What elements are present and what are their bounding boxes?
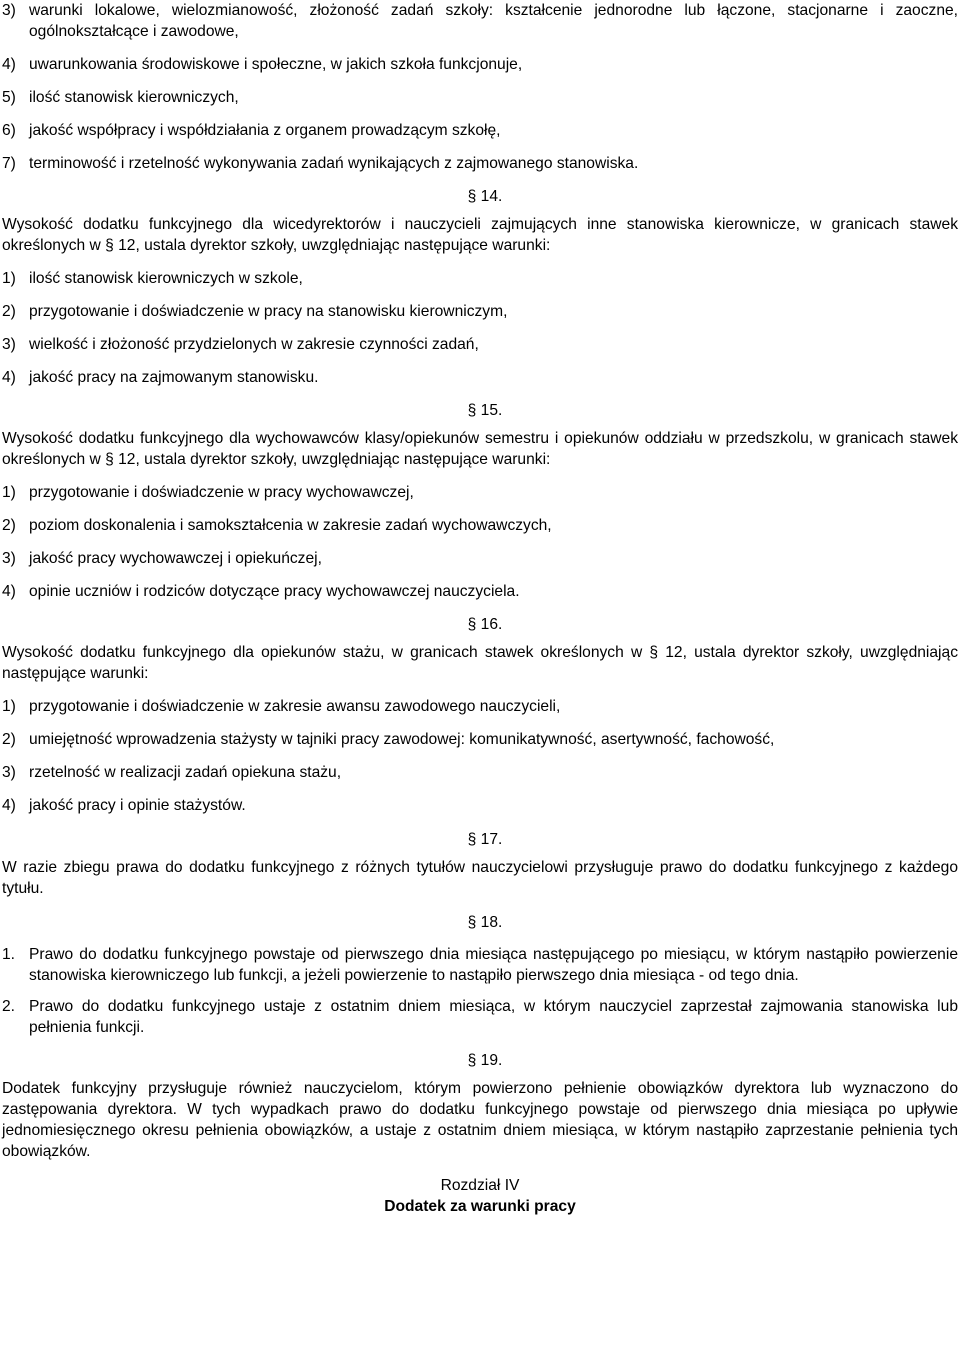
s13-list [2, 0, 958, 174]
list-item [2, 120, 958, 141]
list-item-number: 7) [2, 155, 16, 172]
s16-intro: Wysokość dodatku funkcyjnego dla opiekunów stażu, w granicach stawek określonych w § 12, ustala dyrektor szkoły, uwzględniając następujące warunki: [2, 644, 958, 682]
list-item-text: jakość pracy na zajmowanym stanowisku. [29, 369, 319, 386]
list-item-text: rzetelność w realizacji zadań opiekuna stażu, [29, 764, 342, 781]
section-heading-14: § 14. [467, 188, 503, 205]
list-item-number: 5) [2, 89, 16, 106]
list-item [2, 0, 958, 42]
list-item-number: 2) [2, 517, 16, 534]
list-item-number: 3) [2, 336, 16, 353]
list-item-text: jakość współpracy i współdziałania z organem prowadzącym szkołę, [29, 122, 501, 139]
s15-intro: Wysokość dodatku funkcyjnego dla wychowawców klasy/opiekunów semestru i opiekunów oddziału w przedszkolu, w granicach stawek określonych w § 12, ustala dyrektor szkoły, uwzględniając następujące warunki: [2, 430, 958, 468]
document-page [2, 0, 958, 1217]
list-item-number: 6) [2, 122, 16, 139]
list-item-text: Prawo do dodatku funkcyjnego powstaje od pierwszego dnia miesiąca następującego po miesiącu, w którym nastąpiło powierzenie stanowiska kierowniczego lub funkcji, a jeżeli powierzenie to nastąpiło pierwszego dnia miesiąca - od tego dnia. [29, 946, 958, 984]
list-item-text: jakość pracy wychowawczej i opiekuńczej, [29, 550, 322, 567]
list-item-number: 4) [2, 583, 16, 600]
list-item [2, 153, 958, 174]
list-item-text: wielkość i złożoność przydzielonych w zakresie czynności zadań, [29, 336, 479, 353]
chapter-number: Rozdział IV [440, 1177, 520, 1194]
list-item-text: przygotowanie i doświadczenie w pracy wychowawczej, [29, 484, 414, 501]
list-item-text: uwarunkowania środowiskowe i społeczne, w jakich szkoła funkcjonuje, [29, 56, 523, 73]
list-item-text: jakość pracy i opinie stażystów. [29, 797, 246, 814]
list-item [2, 795, 958, 816]
list-item [2, 515, 958, 536]
list-item-text: warunki lokalowe, wielozmianowość, złożoność zadań szkoły: kształcenie jednorodne lub łączone, stacjonarne i zaoczne, ogólnokształcące i zawodowe, [29, 2, 958, 40]
list-item [2, 696, 958, 717]
list-item-number: 3) [2, 550, 16, 567]
section-heading-19: § 19. [467, 1052, 503, 1069]
list-item [2, 482, 958, 503]
list-item-number: 3) [2, 764, 16, 781]
section-heading-15: § 15. [467, 402, 503, 419]
list-item-number: 2) [2, 731, 16, 748]
list-item-text: umiejętność wprowadzenia stażysty w tajniki pracy zawodowej: komunikatywność, asertywność, fachowość, [29, 731, 775, 748]
list-item-number: 4) [2, 56, 16, 73]
s19-text: Dodatek funkcyjny przysługuje również nauczycielom, którym powierzono pełnienie obowiązków dyrektora lub wyznaczono do zastępowania dyrektora. W tych wypadkach prawo do dodatku funkcyjnego powstaje od pierwszego dnia miesiąca po upływie jednomiesięcznego okresu pełnienia obowiązków, a ustaje z ostatnim dniem miesiąca, w którym nastąpiło zaprzestanie pełnienia tych obowiązków. [2, 1080, 958, 1160]
s14-intro: Wysokość dodatku funkcyjnego dla wicedyrektorów i nauczycieli zajmujących inne stanowiska kierownicze, w granicach stawek określonych w § 12, ustala dyrektor szkoły, uwzględniając następujące warunki: [2, 216, 958, 254]
list-item-number: 1. [2, 946, 16, 963]
list-item-text: terminowość i rzetelność wykonywania zadań wynikających z zajmowanego stanowiska. [29, 155, 639, 172]
list-item-number: 2) [2, 303, 16, 320]
list-item [2, 729, 958, 750]
list-item-text: przygotowanie i doświadczenie w pracy na stanowisku kierowniczym, [29, 303, 508, 320]
list-item-number: 3) [2, 2, 16, 19]
chapter-title: Dodatek za warunki pracy [384, 1198, 576, 1215]
list-item-number: 4) [2, 797, 16, 814]
section-heading-17: § 17. [467, 831, 503, 848]
list-item [2, 996, 958, 1038]
list-item [2, 762, 958, 783]
list-item-number: 2. [2, 998, 16, 1015]
list-item [2, 944, 958, 986]
list-item-text: poziom doskonalenia i samokształcenia w zakresie zadań wychowawczych, [29, 517, 552, 534]
list-item-text: przygotowanie i doświadczenie w zakresie awansu zawodowego nauczycieli, [29, 698, 561, 715]
section-heading-16: § 16. [467, 616, 503, 633]
section-heading-18: § 18. [467, 914, 503, 931]
list-item [2, 268, 958, 289]
list-item [2, 87, 958, 108]
list-item-text: opinie uczniów i rodziców dotyczące pracy wychowawczej nauczyciela. [29, 583, 520, 600]
list-item [2, 581, 958, 602]
list-item-text: Prawo do dodatku funkcyjnego ustaje z ostatnim dniem miesiąca, w którym nauczyciel zaprzestał zajmowania stanowiska lub pełnienia funkcji. [29, 998, 958, 1036]
list-item [2, 301, 958, 322]
list-item-text: ilość stanowisk kierowniczych, [29, 89, 239, 106]
list-item [2, 334, 958, 355]
list-item-number: 1) [2, 270, 16, 287]
list-item [2, 367, 958, 388]
list-item-number: 1) [2, 484, 16, 501]
list-item-text: ilość stanowisk kierowniczych w szkole, [29, 270, 303, 287]
list-item [2, 54, 958, 75]
list-item-number: 1) [2, 698, 16, 715]
list-item [2, 548, 958, 569]
list-item-number: 4) [2, 369, 16, 386]
s17-text: W razie zbiegu prawa do dodatku funkcyjnego z różnych tytułów nauczycielowi przysługuje prawo do dodatku funkcyjnego z każdego tytułu. [2, 859, 958, 897]
